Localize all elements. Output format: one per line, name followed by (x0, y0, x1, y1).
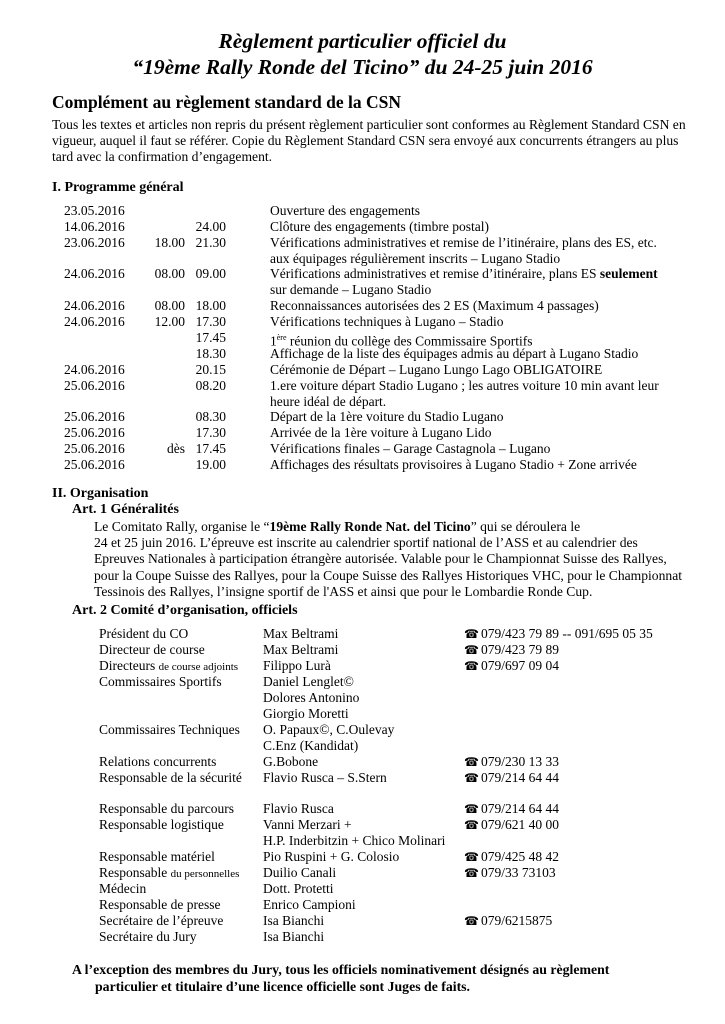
programme-event-line (270, 266, 672, 282)
programme-event (270, 457, 672, 473)
official-role: Responsable logistique (99, 817, 224, 832)
programme-event-line: Affichages des résultats provisoires à Lugano Stadio + Zone arrivée (270, 457, 637, 472)
art1-heading: Art. 1 Généralités (72, 502, 179, 517)
phone-icon: ☎ (464, 850, 479, 864)
art1-line-part: Le Comitato Rally, organise le “ (94, 519, 270, 534)
programme-date: 24.06.2016 (64, 362, 125, 377)
programme-event (270, 362, 672, 378)
official-role-part: du personnelles (170, 868, 240, 880)
art1-line: Tessinois des Rallyes, l’insigne sportif de l'ASS et ainsi que pour le Lombardie Ronde Cup. (94, 583, 593, 599)
programme-event (270, 409, 672, 425)
programme-event (270, 314, 672, 330)
official-phone (464, 801, 559, 817)
programme-event-line: Reconnaissances autorisées des 2 ES (Maximum 4 passages) (270, 298, 599, 313)
official-role: Responsable de presse (99, 897, 221, 912)
official-role: Commissaires Sportifs (99, 674, 222, 689)
phone-number: 079/423 79 89 (481, 642, 560, 657)
official-role: Commissaires Techniques (99, 722, 240, 737)
official-name: Vanni Merzari + (263, 817, 352, 832)
phone-number: 079/6215875 (481, 913, 553, 928)
programme-time-to: 08.20 (195, 378, 226, 393)
phone-number: 079/697 09 04 (481, 658, 560, 673)
event-name: 19ème Rally Ronde Nat. del Ticino (269, 519, 471, 534)
official-phone (464, 817, 559, 833)
art1-line: 24 et 25 juin 2016. L’épreuve est inscrite au calendrier sportif national de l’ASS et au calendrier des (94, 535, 638, 551)
programme-event-line: Vérifications administratives et remise de l’itinéraire, plans des ES, etc. (270, 235, 657, 250)
phone-icon: ☎ (464, 659, 479, 673)
programme-time-to: 17.45 (195, 441, 226, 456)
programme-time-to: 17.45 (195, 330, 226, 345)
phone-icon: ☎ (464, 755, 479, 769)
complement-text (52, 117, 687, 165)
programme-event-line: aux équipages régulièrement inscrits – Lugano Stadio (270, 251, 561, 266)
programme-time-to: 17.30 (195, 314, 226, 329)
programme-date: 24.06.2016 (64, 266, 125, 281)
official-role: Responsable de la sécurité (99, 770, 242, 785)
phone-number: 079/621 40 00 (481, 817, 560, 832)
programme-time-to: 20.15 (195, 362, 226, 377)
official-name: Dott. Protetti (263, 881, 334, 896)
official-phone (464, 865, 556, 881)
programme-date: 24.06.2016 (64, 298, 125, 313)
document-title-line-2: “19ème Rally Ronde del Ticino” du 24-25 juin 2016 (132, 55, 593, 79)
official-role: Relations concurrents (99, 754, 217, 769)
programme-time-from: 08.00 (154, 266, 185, 281)
phone-number: 079/214 64 44 (481, 770, 560, 785)
official-name: Enrico Campioni (263, 897, 356, 912)
programme-time-to: 19.00 (195, 457, 226, 472)
closing-line-1: A l’exception des membres du Jury, tous les officiels nominativement désignés au règlement (72, 962, 610, 977)
programme-date: 25.06.2016 (64, 441, 125, 456)
official-role (99, 658, 238, 675)
official-phone (464, 770, 559, 786)
art1-line-part: ” qui se déroulera le (470, 519, 581, 534)
programme-event-line: Ouverture des engagements (270, 203, 420, 218)
programme-event-line: sur demande – Lugano Stadio (270, 282, 432, 297)
phone-icon: ☎ (464, 818, 479, 832)
phone-number: 079/230 13 33 (481, 754, 560, 769)
programme-event-line: Arrivée de la 1ère voiture à Lugano Lido (270, 425, 492, 440)
programme-time-to: 21.30 (195, 235, 226, 250)
official-role (99, 865, 239, 882)
art1-line: Epreuves Nationales à participation étrangère autorisée. Valable pour le Championnat Suisse des Rallyes, (94, 551, 667, 567)
programme-event-superscript: ère (276, 333, 287, 342)
official-role: Président du CO (99, 626, 189, 641)
programme-time-to: 24.00 (195, 219, 226, 234)
official-role: Secrétaire du Jury (99, 929, 197, 944)
programme-event-line: 1.ere voiture départ Stadio Lugano ; les autres voiture 10 min avant leur (270, 378, 659, 393)
programme-time-from: 18.00 (154, 235, 185, 250)
programme-time-to: 17.30 (195, 425, 226, 440)
organisation-heading: II. Organisation (52, 486, 149, 501)
complement-line: tard avec la confirmation d’engagement. (52, 149, 273, 164)
official-name: Dolores Antonino (263, 690, 360, 705)
phone-icon: ☎ (464, 627, 479, 641)
art2-heading: Art. 2 Comité d’organisation, officiels (72, 603, 298, 618)
programme-event-part: Vérifications administratives et remise d’itinéraire, plans ES (270, 266, 600, 281)
official-name: Pio Ruspini + G. Colosio (263, 849, 400, 864)
programme-event-line: heure idéal de départ. (270, 394, 387, 409)
complement-heading: Complément au règlement standard de la CSN (52, 92, 402, 112)
official-role-part: de course adjoints (158, 661, 239, 673)
programme-date: 23.06.2016 (64, 235, 125, 250)
official-name: Filippo Lurà (263, 658, 331, 673)
closing-line-2: particulier et titulaire d’une licence officielle sont Juges de faits. (95, 979, 471, 994)
phone-icon: ☎ (464, 771, 479, 785)
programme-date: 25.06.2016 (64, 457, 125, 472)
official-phone (464, 913, 552, 929)
official-name: Giorgio Moretti (263, 706, 349, 721)
phone-icon: ☎ (464, 914, 479, 928)
official-role: Médecin (99, 881, 147, 896)
art1-line (94, 519, 682, 535)
phone-icon: ☎ (464, 643, 479, 657)
programme-event-line: Vérifications finales – Garage Castagnola – Lugano (270, 441, 551, 456)
programme-event (270, 266, 672, 298)
programme-event-emphasis: seulement (599, 266, 658, 281)
programme-time-from: dès (167, 441, 185, 456)
phone-icon: ☎ (464, 802, 479, 816)
programme-time-to: 08.30 (195, 409, 226, 424)
programme-event-line: Cérémonie de Départ – Lugano Lungo Lago OBLIGATOIRE (270, 362, 603, 377)
programme-date: 23.05.2016 (64, 203, 125, 218)
official-role: Responsable du parcours (99, 801, 234, 816)
programme-date: 25.06.2016 (64, 409, 125, 424)
programme-event-line: Vérifications techniques à Lugano – Stadio (270, 314, 504, 329)
official-name: Isa Bianchi (263, 929, 325, 944)
programme-time-from: 12.00 (154, 314, 185, 329)
phone-number: 079/423 79 89 -- 091/695 05 35 (481, 626, 653, 641)
official-name: Flavio Rusca – S.Stern (263, 770, 387, 785)
programme-event (270, 203, 672, 219)
programme-event (270, 441, 672, 457)
programme-time-to: 09.00 (195, 266, 226, 281)
official-name: Flavio Rusca (263, 801, 334, 816)
programme-time-to: 18.30 (195, 346, 226, 361)
programme-date: 24.06.2016 (64, 314, 125, 329)
official-name: Daniel Lenglet© (263, 674, 354, 689)
programme-heading: I. Programme général (52, 180, 184, 195)
official-role: Secrétaire de l’épreuve (99, 913, 224, 928)
official-role-part: Directeurs (99, 658, 159, 673)
complement-line: vigueur, auquel il faut se référer. Copie du Règlement Standard CSN sera envoyé aux concurrents étrangers au plus (52, 133, 679, 148)
programme-event (270, 219, 672, 235)
programme-date: 14.06.2016 (64, 219, 125, 234)
phone-number: 079/214 64 44 (481, 801, 560, 816)
programme-event (270, 378, 672, 410)
official-phone (464, 642, 559, 658)
official-name: Duilio Canali (263, 865, 337, 880)
document-title-line-1: Règlement particulier officiel du (218, 29, 507, 53)
art1-line: pour la Coupe Suisse des Rallyes, pour la Coupe Suisse des Rallyes Historiques VHC, pour le Championnat (94, 567, 683, 583)
programme-event (270, 425, 672, 441)
official-phone (464, 754, 559, 770)
official-name: G.Bobone (263, 754, 319, 769)
programme-time-to: 18.00 (195, 298, 226, 313)
official-phone (464, 849, 559, 865)
programme-event (270, 235, 672, 267)
programme-time-from: 08.00 (154, 298, 185, 313)
official-name: H.P. Inderbitzin + Chico Molinari (263, 833, 446, 848)
programme-event-line: Affichage de la liste des équipages admis au départ à Lugano Stadio (270, 346, 639, 361)
complement-line: Tous les textes et articles non repris du présent règlement particulier sont conformes au Règlement Standard CSN en (52, 117, 686, 132)
phone-icon: ☎ (464, 866, 479, 880)
phone-number: 079/33 73103 (481, 865, 556, 880)
phone-number: 079/425 48 42 (481, 849, 560, 864)
programme-event (270, 298, 672, 314)
programme-event-part: réunion du collège des Commissaire Sportifs (286, 333, 533, 349)
official-phone (464, 626, 653, 642)
programme-event-line: Clôture des engagements (timbre postal) (270, 219, 489, 234)
official-name: C.Enz (Kandidat) (263, 738, 359, 753)
official-role-part: Responsable (99, 865, 171, 880)
official-name: Max Beltrami (263, 642, 339, 657)
programme-event-line: Départ de la 1ère voiture du Stadio Lugano (270, 409, 504, 424)
programme-date: 25.06.2016 (64, 378, 125, 393)
official-name: Max Beltrami (263, 626, 339, 641)
programme-event-part: 1 (270, 333, 277, 349)
official-role: Directeur de course (99, 642, 205, 657)
art1-text (94, 519, 682, 600)
programme-event (270, 346, 672, 362)
programme-date: 25.06.2016 (64, 425, 125, 440)
official-role: Responsable matériel (99, 849, 215, 864)
official-phone (464, 658, 559, 674)
official-name: Isa Bianchi (263, 913, 325, 928)
official-name: O. Papaux©, C.Oulevay (263, 722, 395, 737)
